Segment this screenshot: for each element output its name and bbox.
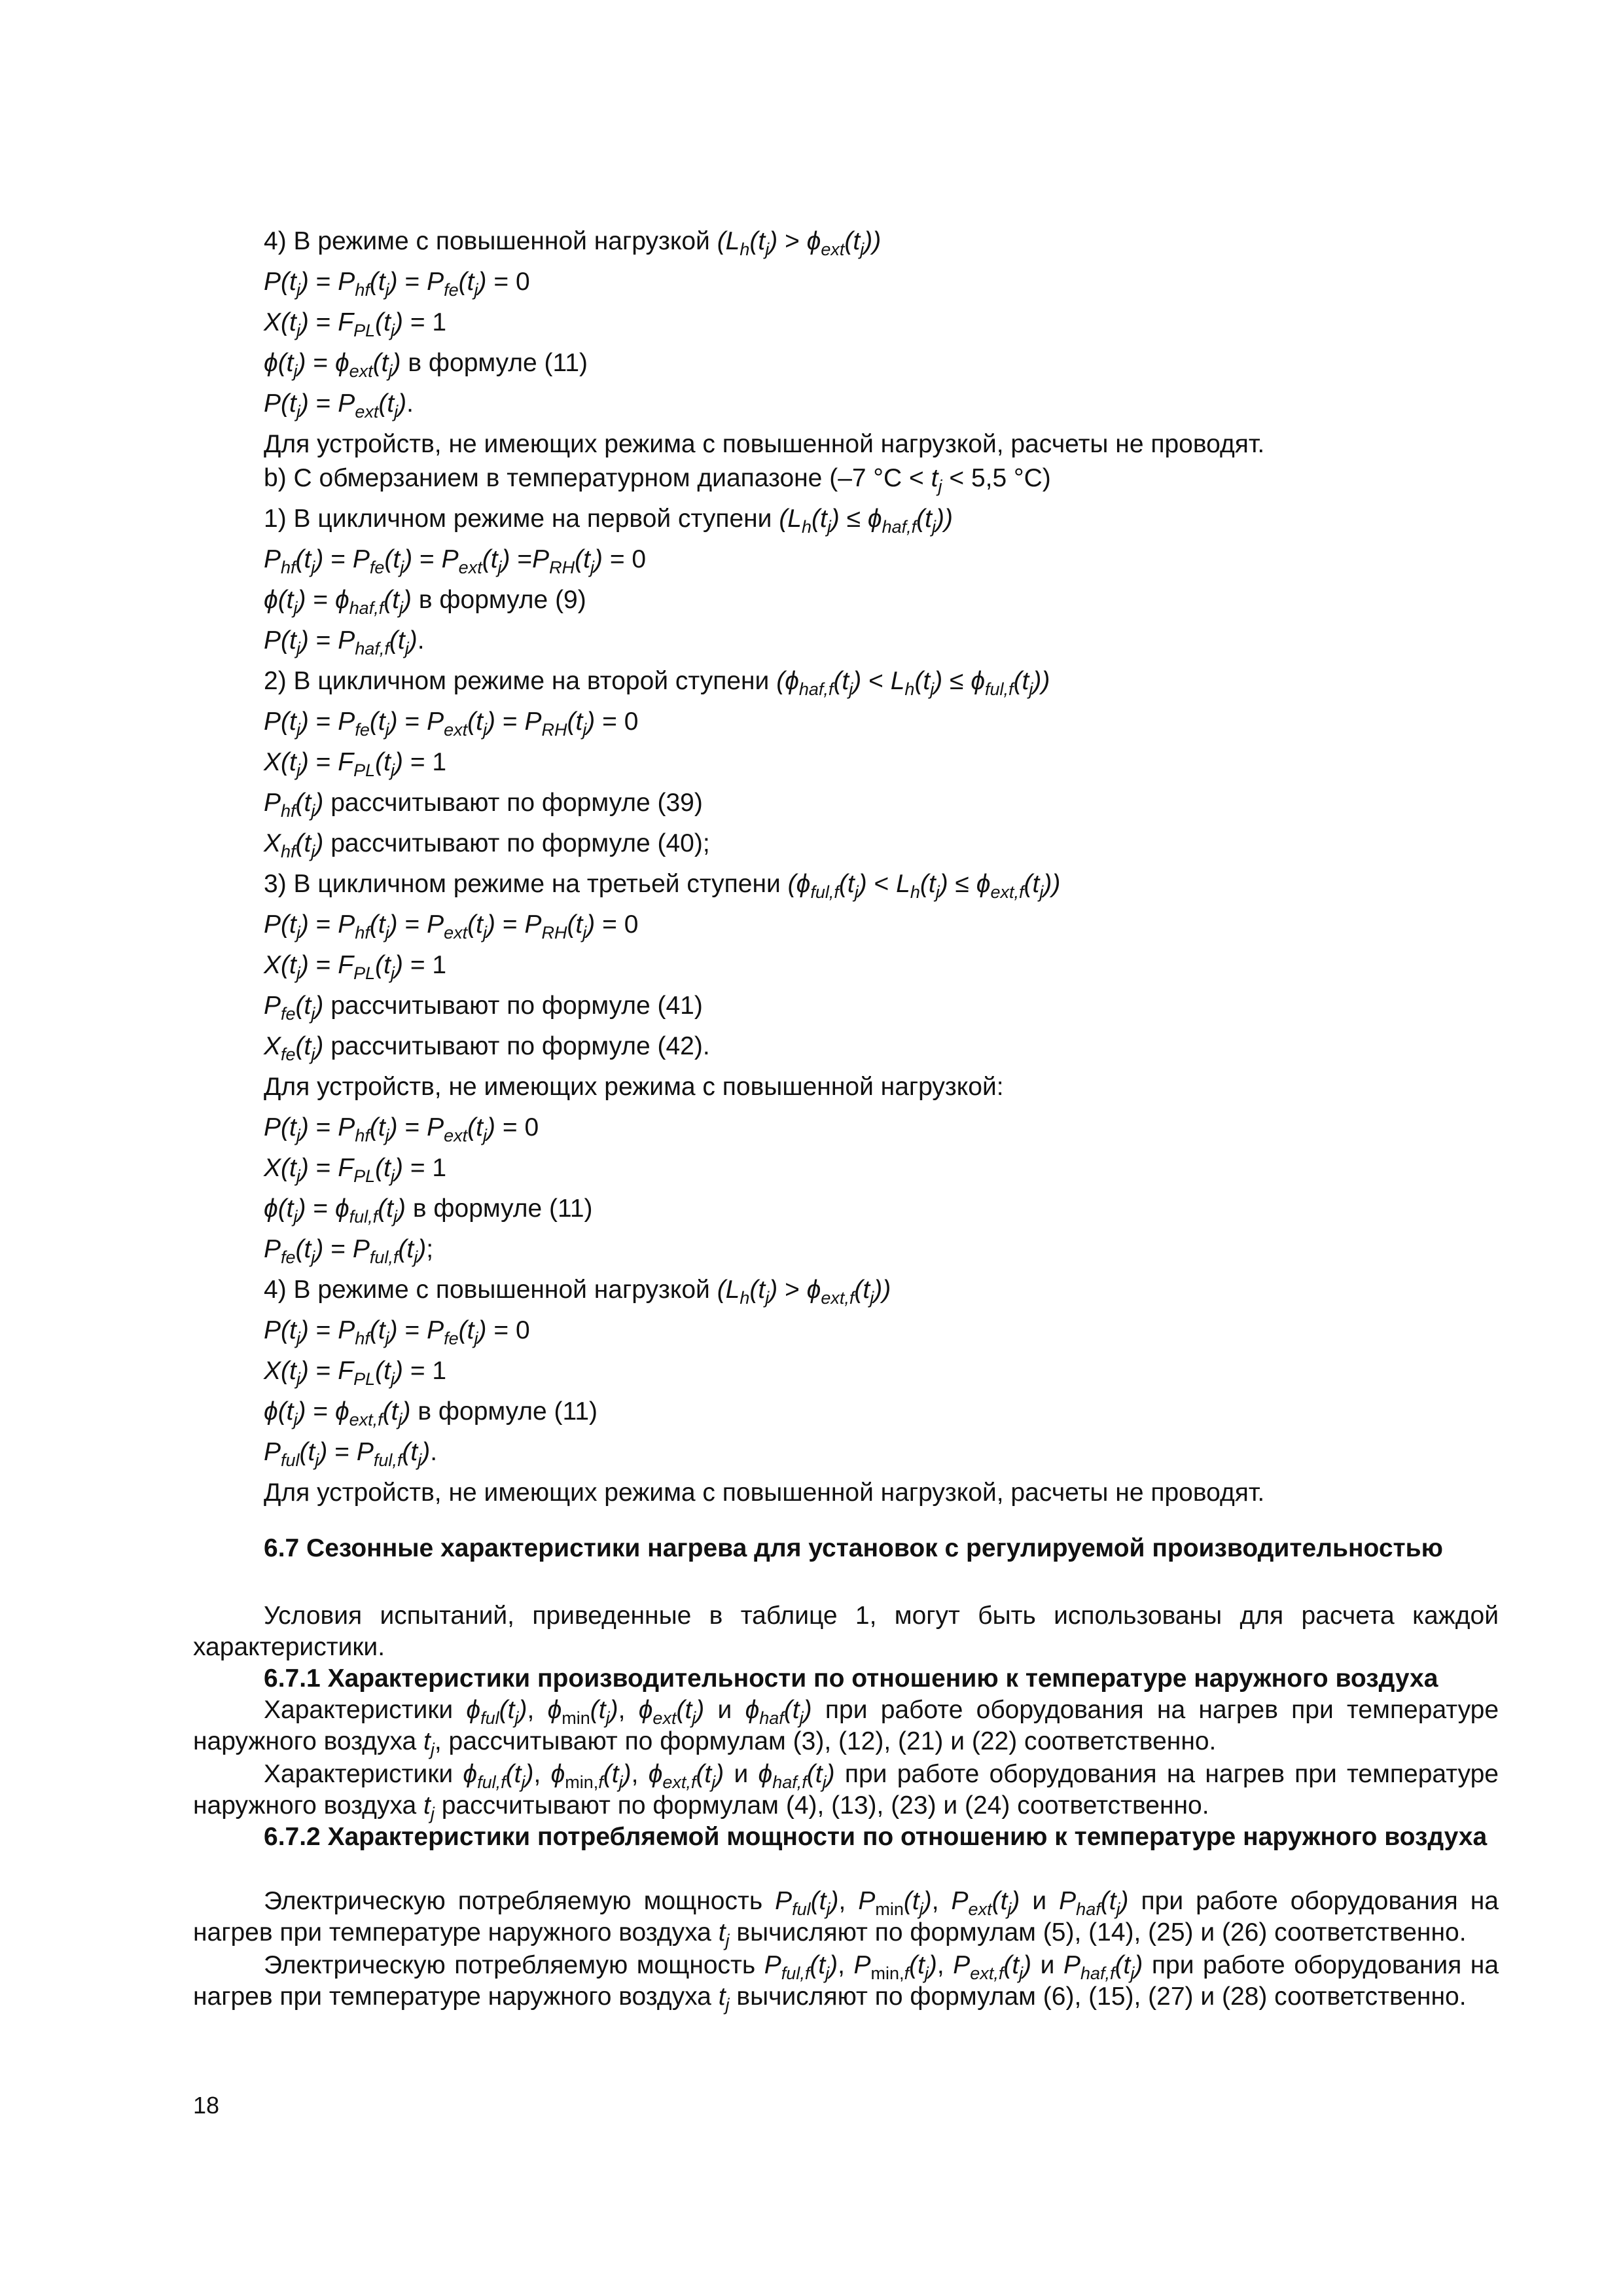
mode-4-line: 4) В режиме с повышенной нагрузкой $(L_h(t_j) > \phi_{ext,f}(t_j))$ — [264, 1276, 891, 1308]
subsection-heading-6-7-2: 6.7.2 Характеристики потребляемой мощности по отношению к температуре наружного воздуха — [264, 1823, 1488, 1851]
formula-line: $P_{fe}(t_j) = P_{ful,f}(t_j)$; — [264, 1235, 434, 1267]
frost-range-line: b) С обмерзанием в температурном диапазоне (–7 $^\circ C < t_j < 5,5$ °C) — [264, 464, 1051, 496]
formula-line: $X(t_j) = F_{PL}(t_j) = 1$ — [264, 308, 447, 340]
paragraph: Характеристики $\phi_{ful}(t_j)$, $\phi_{min}(t_j)$, $\phi_{ext}(t_j)$ и $\phi_{haf}(t_j)$ при работе оборудования на нагрев при температуре наружного воздуха $t_j$, рассчитывают по формулам (3), (12), (21) и (22) соответственно. — [193, 1696, 1499, 1759]
formula-line: $\phi(t_j) = \phi_{ext}(t_j)$ в формуле (11) — [264, 349, 588, 381]
mode-3-line: 3) В цикличном режиме на третьей ступени $(\phi_{ful,f}(t_j) < L_h(t_j) \le \phi_{ext,f}(t_j))$ — [264, 870, 1061, 902]
subsection-heading-6-7-1: 6.7.1 Характеристики производительности по отношению к температуре наружного воздуха — [264, 1664, 1438, 1693]
note-line: Для устройств, не имеющих режима с повышенной нагрузкой, расчеты не проводят. — [264, 1479, 1265, 1507]
formula-line: $P(t_j) = P_{hf}(t_j) = P_{ext}(t_j) = 0$ — [264, 1113, 539, 1145]
formula-line: $P(t_j) = P_{ext}(t_j)$. — [264, 389, 414, 422]
formula-line: $P(t_j) = P_{fe}(t_j) = P_{ext}(t_j) = P_{RH}(t_j) = 0$ — [264, 708, 639, 740]
mode-2-line: 2) В цикличном режиме на второй ступени $(\phi_{haf,f}(t_j) < L_h(t_j) \le \phi_{ful,f}(t_j))$ — [264, 667, 1050, 699]
note-line: Для устройств, не имеющих режима с повышенной нагрузкой: — [264, 1073, 1004, 1101]
formula-line: $P_{ful}(t_j) = P_{ful,f}(t_j)$. — [264, 1438, 438, 1470]
page-number: 18 — [193, 2092, 220, 2119]
formula-line: $P(t_j) = P_{haf,f}(t_j)$. — [264, 626, 425, 658]
intro-paragraph: Условия испытаний, приведенные в таблице 1, могут быть использованы для расчета каждой характеристики. — [193, 1602, 1499, 1661]
formula-line: $P_{fe}(t_j)$ рассчитывают по формуле (41) — [264, 992, 703, 1024]
formula-line: $X(t_j) = F_{PL}(t_j) = 1$ — [264, 1357, 447, 1389]
formula-line: $\phi(t_j) = \phi_{haf,f}(t_j)$ в формуле (9) — [264, 586, 586, 618]
formula-line: $P(t_j) = P_{hf}(t_j) = P_{fe}(t_j) = 0$ — [264, 268, 530, 300]
formula-line: $X_{fe}(t_j)$ рассчитывают по формуле (42). — [264, 1032, 710, 1064]
formula-line: $X(t_j) = F_{PL}(t_j) = 1$ — [264, 951, 447, 983]
formula-line: $P_{hf}(t_j) = P_{fe}(t_j) = P_{ext}(t_j) =P_{RH}(t_j) = 0$ — [264, 545, 647, 577]
mode-1-line: 1) В цикличном режиме на первой ступени $(L_h(t_j) \le \phi_{haf,f}(t_j))$ — [264, 505, 953, 537]
paragraph: Электрическую потребляемую мощность $P_{ful}(t_j)$, $P_{min}(t_j)$, $P_{ext}(t_j)$ и $P_{haf}(t_j)$ при работе оборудования на нагрев при температуре наружного воздуха $t_j$ вычисляют по формулам (5), (14), (25) и (26) соответственно. — [193, 1887, 1499, 1950]
formula-line: $X(t_j) = F_{PL}(t_j) = 1$ — [264, 748, 447, 780]
formula-line: $P(t_j) = P_{hf}(t_j) = P_{ext}(t_j) = P_{RH}(t_j) = 0$ — [264, 910, 639, 942]
formula-line: $P_{hf}(t_j)$ рассчитывают по формуле (39) — [264, 789, 703, 821]
formula-line: $X_{hf}(t_j)$ рассчитывают по формуле (40); — [264, 829, 710, 861]
formula-line: $\phi(t_j) = \phi_{ext,f}(t_j)$ в формуле (11) — [264, 1397, 598, 1429]
mode-4-line: 4) В режиме с повышенной нагрузкой $(L_h(t_j) > \phi_{ext}(t_j))$ — [264, 227, 882, 259]
formula-line: $\phi(t_j) = \phi_{ful,f}(t_j)$ в формуле (11) — [264, 1194, 593, 1227]
formula-line: $P(t_j) = P_{hf}(t_j) = P_{fe}(t_j) = 0$ — [264, 1316, 530, 1348]
formula-line: $X(t_j) = F_{PL}(t_j) = 1$ — [264, 1154, 447, 1186]
paragraph: Электрическую потребляемую мощность $P_{ful,f}(t_j)$, $P_{min,f}(t_j)$, $P_{ext,f}(t_j)$ и $P_{haf,f}(t_j)$ при работе оборудования на нагрев при температуре наружного воздуха $t_j$ вычисляют по формулам (6), (15), (27) и (28) соответственно. — [193, 1951, 1499, 2015]
paragraph: Характеристики $\phi_{ful,f}(t_j)$, $\phi_{min,f}(t_j)$, $\phi_{ext,f}(t_j)$ и $\phi_{haf,f}(t_j)$ при работе оборудования на нагрев при температуре наружного воздуха $t_j$ рассчитывают по формулам (4), (13), (23) и (24) соответственно. — [193, 1760, 1499, 1823]
note-line: Для устройств, не имеющих режима с повышенной нагрузкой, расчеты не проводят. — [264, 430, 1265, 458]
section-heading: 6.7 Сезонные характеристики нагрева для установок с регулируемой производительностью — [264, 1534, 1443, 1562]
